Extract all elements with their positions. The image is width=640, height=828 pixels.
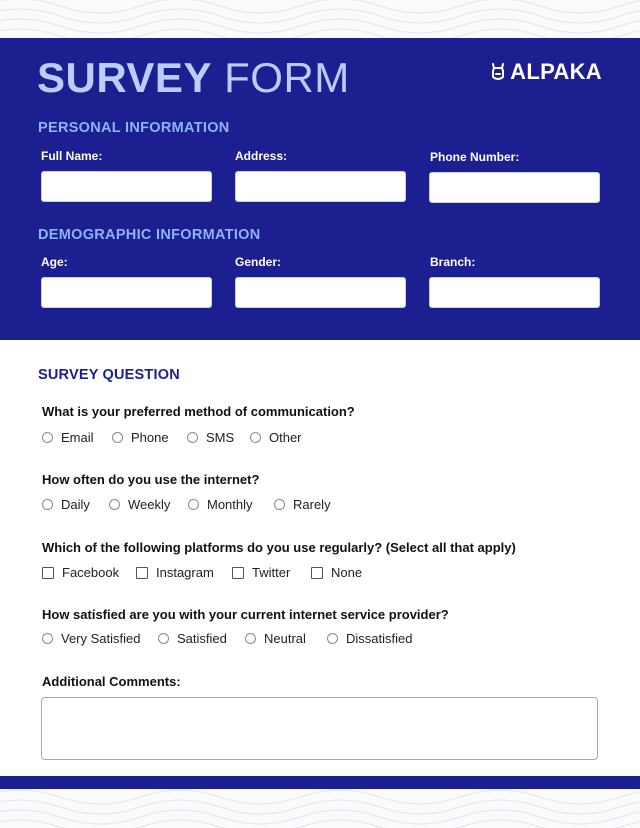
radio-icon[interactable] — [187, 432, 198, 443]
additional-comments-textarea[interactable] — [41, 697, 598, 760]
checkbox-option[interactable] — [42, 565, 119, 580]
gender-input[interactable] — [235, 277, 406, 308]
option-label: Other — [269, 430, 302, 445]
checkbox-option[interactable] — [311, 565, 362, 580]
radio-icon[interactable] — [42, 432, 53, 443]
checkbox-icon[interactable] — [42, 567, 54, 579]
radio-option[interactable] — [250, 430, 302, 445]
title-bold: SURVEY — [37, 54, 212, 101]
question-internet-frequency: How often do you use the internet? — [42, 472, 260, 487]
radio-option[interactable] — [42, 430, 94, 445]
full-name-input[interactable] — [41, 171, 212, 202]
option-label: Rarely — [293, 497, 331, 512]
option-label: Phone — [131, 430, 169, 445]
radio-option[interactable] — [42, 497, 90, 512]
radio-option[interactable] — [274, 497, 331, 512]
option-label: Monthly — [207, 497, 253, 512]
radio-icon[interactable] — [274, 499, 285, 510]
question-platforms: Which of the following platforms do you use regularly? (Select all that apply) — [42, 540, 516, 555]
title-light: FORM — [224, 54, 350, 101]
radio-icon[interactable] — [327, 633, 338, 644]
age-label: Age: — [41, 255, 68, 269]
question-satisfaction: How satisfied are you with your current internet service provider? — [42, 607, 449, 622]
option-label: SMS — [206, 430, 235, 445]
decorative-pattern-bottom — [0, 789, 640, 828]
checkbox-icon[interactable] — [311, 567, 323, 579]
footer-bar — [0, 776, 640, 789]
decorative-pattern-top — [0, 0, 640, 38]
brand-logo — [490, 59, 602, 85]
option-label: Daily — [61, 497, 90, 512]
phone-number-label: Phone Number: — [430, 150, 520, 164]
radio-icon[interactable] — [42, 633, 53, 644]
checkbox-icon[interactable] — [136, 567, 148, 579]
radio-option[interactable] — [245, 631, 306, 646]
radio-icon[interactable] — [188, 499, 199, 510]
address-label: Address: — [235, 149, 288, 163]
radio-icon[interactable] — [245, 633, 256, 644]
option-label: Twitter — [252, 565, 291, 580]
option-label: Neutral — [264, 631, 306, 646]
option-label: Dissatisfied — [346, 631, 413, 646]
option-label: Weekly — [128, 497, 171, 512]
radio-option[interactable] — [158, 631, 227, 646]
question-communication: What is your preferred method of communication? — [42, 404, 355, 419]
option-label: Facebook — [62, 565, 120, 580]
branch-input[interactable] — [429, 277, 600, 308]
radio-option[interactable] — [42, 631, 141, 646]
demographic-info-heading: DEMOGRAPHIC INFORMATION — [38, 227, 261, 243]
alpaca-icon — [490, 62, 506, 82]
page-title — [37, 54, 350, 102]
radio-icon[interactable] — [42, 499, 53, 510]
header-panel — [0, 38, 640, 340]
option-label: None — [331, 565, 363, 580]
additional-comments-label: Additional Comments: — [42, 674, 181, 689]
option-label: Very Satisfied — [61, 631, 141, 646]
checkbox-icon[interactable] — [232, 567, 244, 579]
radio-option[interactable] — [327, 631, 412, 646]
personal-info-heading: PERSONAL INFORMATION — [38, 120, 230, 136]
radio-option[interactable] — [109, 497, 170, 512]
radio-option[interactable] — [187, 430, 234, 445]
checkbox-option[interactable] — [232, 565, 290, 580]
logo-text: ALPAKA — [510, 59, 602, 84]
radio-option[interactable] — [112, 430, 169, 445]
checkbox-option[interactable] — [136, 565, 214, 580]
age-input[interactable] — [41, 277, 212, 308]
gender-label: Gender: — [235, 255, 282, 269]
radio-icon[interactable] — [158, 633, 169, 644]
radio-icon[interactable] — [109, 499, 120, 510]
full-name-label: Full Name: — [41, 149, 103, 163]
radio-icon[interactable] — [112, 432, 123, 443]
phone-number-input[interactable] — [429, 172, 600, 203]
radio-icon[interactable] — [250, 432, 261, 443]
option-label: Email — [61, 430, 94, 445]
option-label: Instagram — [156, 565, 214, 580]
option-label: Satisfied — [177, 631, 227, 646]
survey-question-heading: SURVEY QUESTION — [38, 367, 180, 383]
radio-option[interactable] — [188, 497, 253, 512]
branch-label: Branch: — [430, 255, 476, 269]
address-input[interactable] — [235, 171, 406, 202]
